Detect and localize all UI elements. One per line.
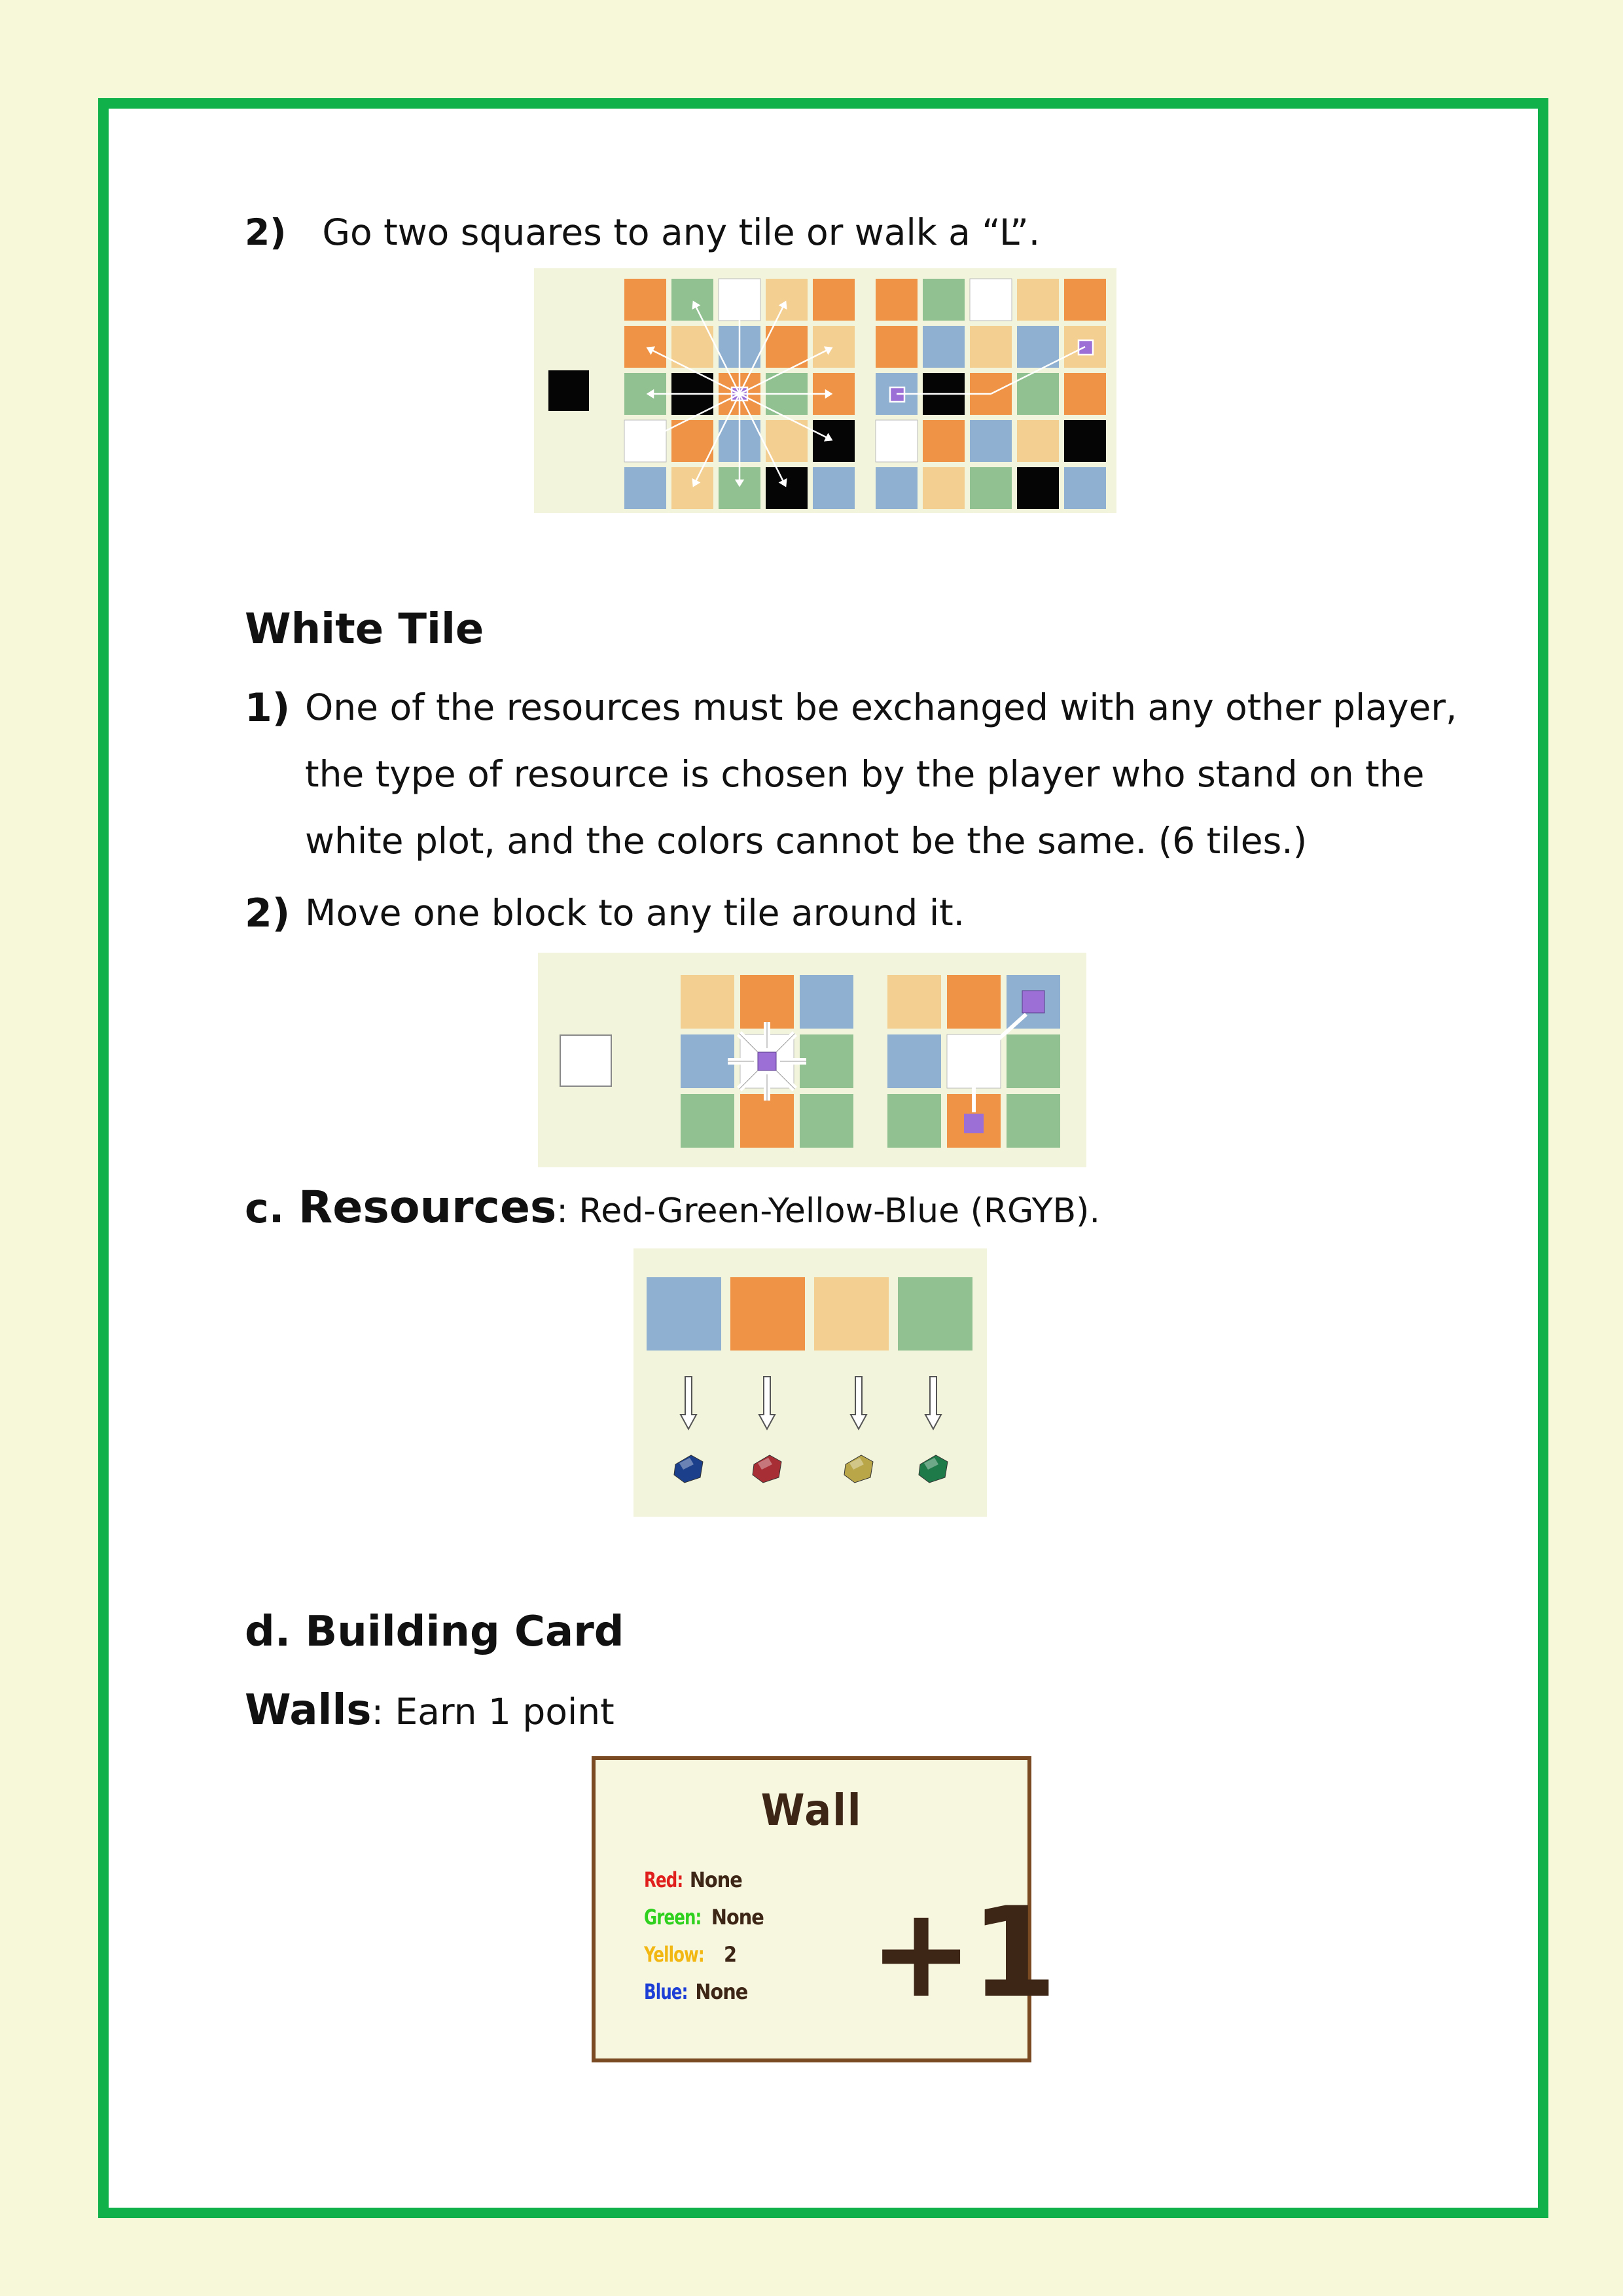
requirement-yellow bbox=[644, 1942, 736, 1967]
grid-a-cell bbox=[671, 467, 713, 509]
down-arrow-icon bbox=[925, 1377, 941, 1429]
card-points: +1 bbox=[869, 1881, 1055, 2025]
grid-b-cell bbox=[1017, 467, 1059, 509]
req-key: Green: bbox=[644, 1905, 702, 1930]
grid-d-cell bbox=[887, 1034, 941, 1088]
grid-a-cell bbox=[671, 279, 713, 321]
grid-a-cell bbox=[813, 420, 855, 462]
req-key: Red: bbox=[644, 1867, 683, 1892]
white-rule-line-2: the type of resource is chosen by the player who stand on the bbox=[305, 753, 1425, 795]
req-value: 2 bbox=[724, 1942, 737, 1967]
player-piece bbox=[1022, 991, 1044, 1013]
req-value: None bbox=[689, 1867, 742, 1892]
requirement-red bbox=[644, 1867, 742, 1892]
walls-line bbox=[245, 1686, 615, 1735]
player-piece bbox=[964, 1114, 984, 1133]
building-card-heading: d. Building Card bbox=[245, 1608, 624, 1656]
resources-label: Resources bbox=[298, 1182, 557, 1233]
resources-figure bbox=[633, 1248, 987, 1517]
grid-d-cell bbox=[887, 1094, 941, 1148]
white-tile-legend bbox=[560, 1035, 611, 1086]
card-title: Wall bbox=[760, 1785, 863, 1835]
grid-b-cell bbox=[1064, 467, 1106, 509]
white-rule-item-1 bbox=[245, 685, 291, 731]
white-rule-line-1: One of the resources must be exchanged with any other player, bbox=[305, 686, 1457, 728]
grid-a-cell bbox=[813, 326, 855, 368]
req-value: None bbox=[711, 1905, 764, 1930]
grid-a-cell bbox=[671, 326, 713, 368]
grid-b-cell bbox=[970, 279, 1012, 321]
grid-a-cell bbox=[624, 420, 666, 462]
grid-b-cell bbox=[1017, 326, 1059, 368]
grid-a-cell bbox=[766, 326, 808, 368]
resource-tile bbox=[898, 1277, 972, 1351]
grid-b-cell bbox=[1064, 373, 1106, 415]
resources-diagram bbox=[633, 1248, 987, 1517]
grid-a-cell bbox=[766, 279, 808, 321]
grid-a-cell bbox=[624, 467, 666, 509]
down-arrow-icon bbox=[681, 1377, 696, 1429]
resource-tile bbox=[647, 1277, 721, 1351]
grid-c-cell bbox=[800, 1034, 853, 1088]
item-number: 2) bbox=[245, 211, 287, 253]
grid-a-cell bbox=[813, 279, 855, 321]
walls-text: Earn 1 point bbox=[395, 1691, 615, 1733]
grid-a-cell bbox=[671, 420, 713, 462]
requirement-green bbox=[644, 1905, 764, 1930]
grid-b-cell bbox=[1017, 373, 1059, 415]
resources-prefix: c. bbox=[245, 1184, 298, 1232]
grid-b-cell bbox=[1064, 279, 1106, 321]
item-text: Go two squares to any tile or walk a “L”. bbox=[322, 211, 1041, 253]
grid-c-cell bbox=[800, 1094, 853, 1148]
grid-b-cell bbox=[876, 420, 918, 462]
down-arrow-icon bbox=[851, 1377, 866, 1429]
resources-text: Red-Green-Yellow-Blue (RGYB). bbox=[579, 1192, 1100, 1231]
req-key: Blue: bbox=[644, 1979, 688, 2004]
grid-d-cell bbox=[887, 975, 941, 1029]
wall-card bbox=[592, 1756, 1055, 2062]
resource-tile bbox=[814, 1277, 889, 1351]
white-tile-diagram bbox=[538, 953, 1086, 1167]
grid-b-cell bbox=[1017, 420, 1059, 462]
walls-colon: : bbox=[371, 1691, 395, 1733]
white-tile-heading: White Tile bbox=[245, 605, 484, 654]
player-piece bbox=[758, 1052, 776, 1070]
item-number: 2) bbox=[245, 891, 291, 936]
grid-b-cell bbox=[923, 467, 965, 509]
down-arrow-icon bbox=[759, 1377, 775, 1429]
grid-d-cell bbox=[1007, 1094, 1060, 1148]
grid-b-cell bbox=[923, 420, 965, 462]
resources-heading bbox=[245, 1182, 1100, 1233]
white-rule-item-2-text: Move one block to any tile around it. bbox=[305, 892, 965, 934]
grid-c-cell bbox=[681, 1094, 734, 1148]
white-tile-move-figure bbox=[538, 953, 1086, 1167]
grid-b-cell bbox=[1017, 279, 1059, 321]
grid-d-cell bbox=[1007, 1034, 1060, 1088]
white-rule-line-3: white plot, and the colors cannot be the same. (6 tiles.) bbox=[305, 820, 1308, 862]
req-key: Yellow: bbox=[644, 1942, 704, 1967]
black-tile-move-figure bbox=[534, 268, 1116, 513]
requirement-blue bbox=[644, 1979, 747, 2004]
resources-colon: : bbox=[556, 1192, 579, 1231]
grid-b-cell bbox=[970, 420, 1012, 462]
grid-c-cell bbox=[740, 1094, 794, 1148]
grid-b-cell bbox=[923, 326, 965, 368]
grid-b-cell bbox=[876, 467, 918, 509]
white-rule-item-2 bbox=[245, 891, 291, 936]
grid-a-cell bbox=[766, 420, 808, 462]
rule-item-2 bbox=[245, 211, 1041, 253]
item-number: 1) bbox=[245, 685, 291, 731]
grid-a-cell bbox=[624, 326, 666, 368]
grid-b-cell bbox=[1064, 420, 1106, 462]
grid-a-cell bbox=[813, 467, 855, 509]
grid-b-cell bbox=[876, 279, 918, 321]
grid-b-cell bbox=[970, 326, 1012, 368]
grid-c-cell bbox=[800, 975, 853, 1029]
grid-a-cell bbox=[766, 467, 808, 509]
grid-a-cell bbox=[624, 279, 666, 321]
grid-d-cell bbox=[947, 975, 1001, 1029]
grid-c-cell bbox=[681, 1034, 734, 1088]
req-value: None bbox=[695, 1979, 748, 2004]
black-tile-diagram bbox=[534, 268, 1116, 513]
grid-c-cell bbox=[681, 975, 734, 1029]
grid-b-cell bbox=[876, 326, 918, 368]
walls-label: Walls bbox=[245, 1686, 372, 1735]
grid-c-cell bbox=[740, 975, 794, 1029]
grid-b-cell bbox=[970, 467, 1012, 509]
resource-tile bbox=[730, 1277, 805, 1351]
player-piece bbox=[1079, 340, 1093, 355]
grid-b-cell bbox=[923, 279, 965, 321]
black-tile-legend bbox=[548, 370, 589, 411]
